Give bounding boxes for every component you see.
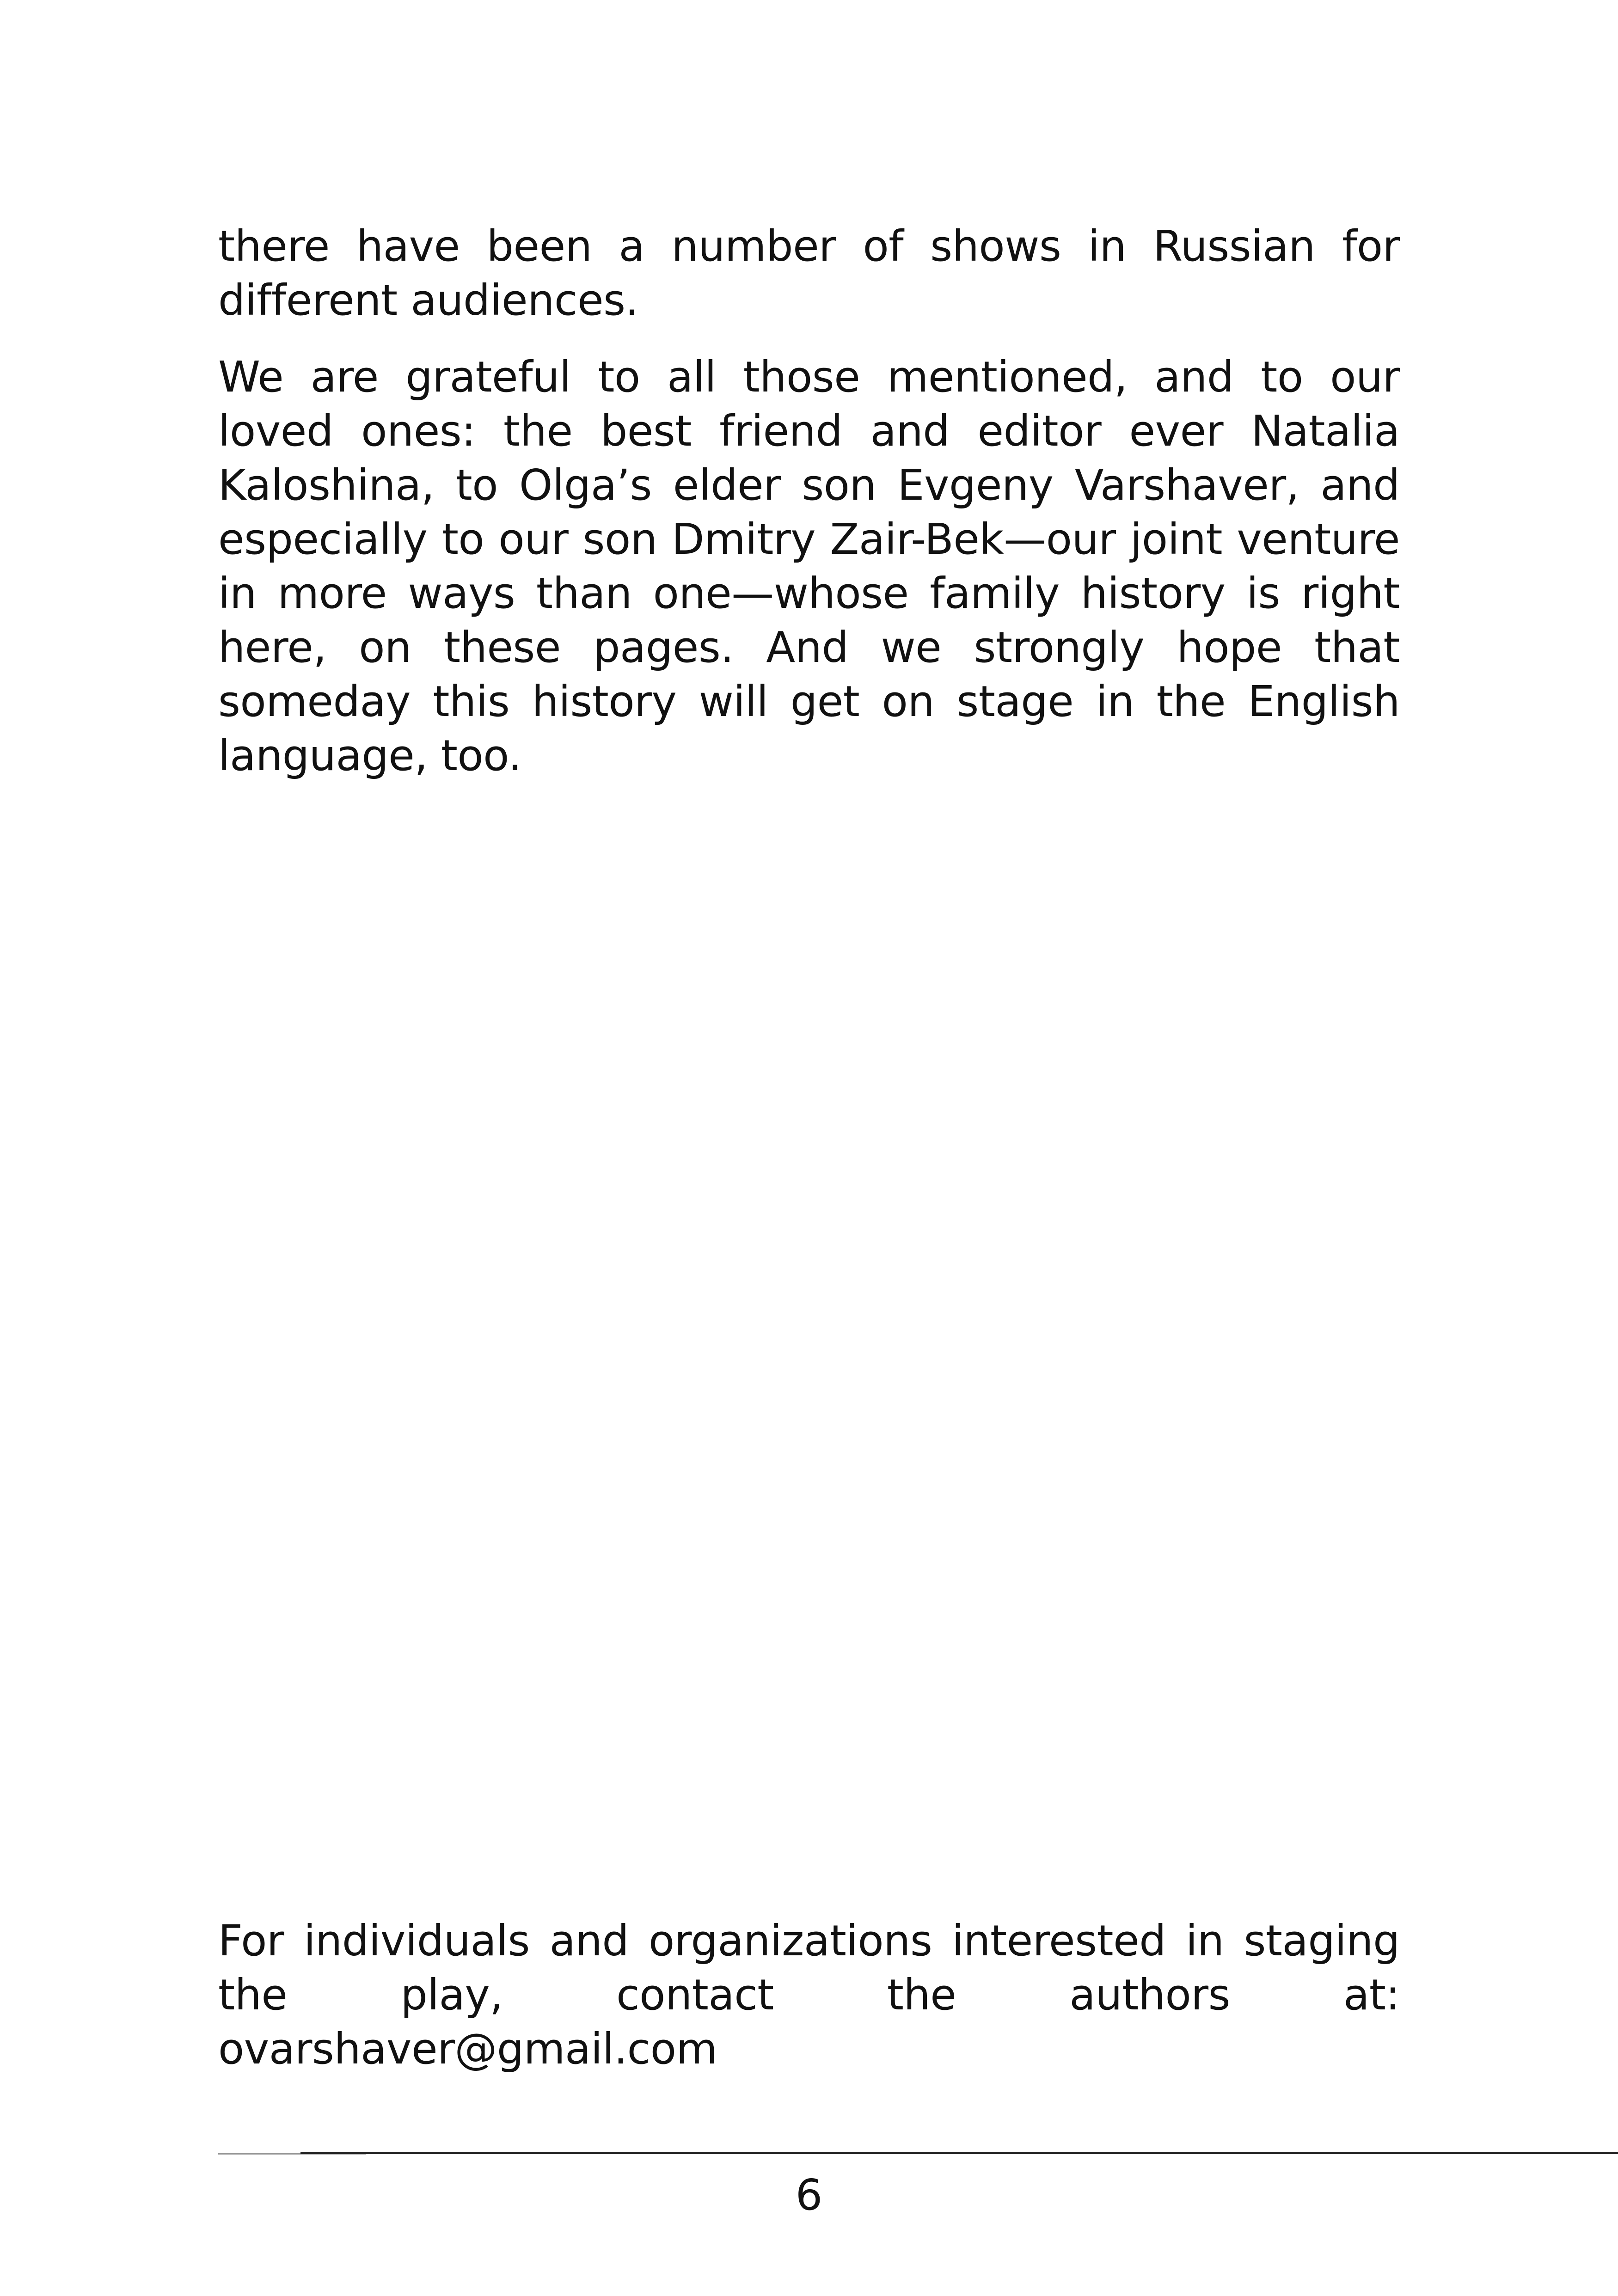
paragraph-shows-in-russian: there have been a number of shows in Russian for different audiences. [218, 221, 1400, 325]
page-number: 6 [795, 2170, 823, 2220]
footer-rule [300, 2152, 1618, 2154]
paragraph-acknowledgements: We are grateful to all those mentioned, and to our loved ones: the best friend and editor ever Natalia Kaloshina, to Olga’s elder son Evgeny Varshaver, and especially to our son Dmitry Zair-Bek—our joint venture in more ways than one—whose family history is right here, on these pages. And we strongly hope that someday this history will get on stage in the English language, too. [218, 352, 1400, 780]
contact-note: For individuals and organizations interested in staging the play, contact the authors at: ovarshaver@gmail.com [218, 1916, 1400, 2074]
